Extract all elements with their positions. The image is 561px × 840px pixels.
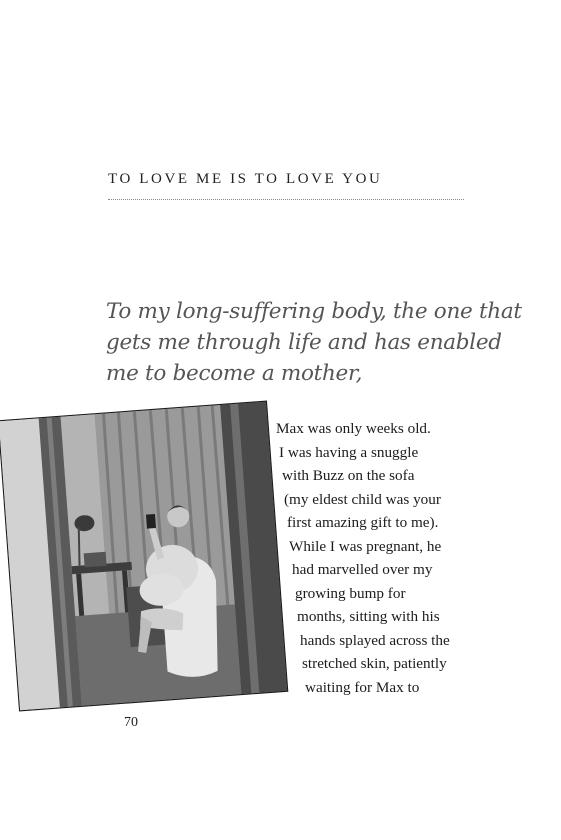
dedication-line: gets me through life and has enabled bbox=[106, 330, 502, 355]
dedication-line: To my long-suffering body, the one that bbox=[106, 299, 522, 324]
running-head: TO LOVE ME IS TO LOVE YOU bbox=[108, 171, 383, 187]
body-line: hands splayed across the bbox=[300, 631, 450, 649]
body-line: months, sitting with his bbox=[297, 608, 440, 625]
body-line: had marvelled over my bbox=[292, 561, 433, 578]
page-number: 70 bbox=[124, 715, 138, 730]
body-line: While I was pregnant, he bbox=[289, 537, 442, 555]
dedication-line: me to become a mother, bbox=[106, 361, 363, 386]
header-divider bbox=[108, 199, 464, 200]
body-line: stretched skin, patiently bbox=[302, 655, 447, 672]
body-line: (my eldest child was your bbox=[284, 490, 441, 508]
body-line: growing bump for bbox=[295, 584, 406, 602]
body-line: I was having a snuggle bbox=[279, 443, 419, 461]
body-line: Max was only weeks old. bbox=[276, 420, 431, 437]
mirror-selfie-photo bbox=[0, 402, 287, 711]
body-line: first amazing gift to me). bbox=[287, 514, 439, 531]
dedication bbox=[106, 296, 522, 389]
body-line: with Buzz on the sofa bbox=[282, 467, 415, 484]
body-line: waiting for Max to bbox=[305, 678, 420, 696]
